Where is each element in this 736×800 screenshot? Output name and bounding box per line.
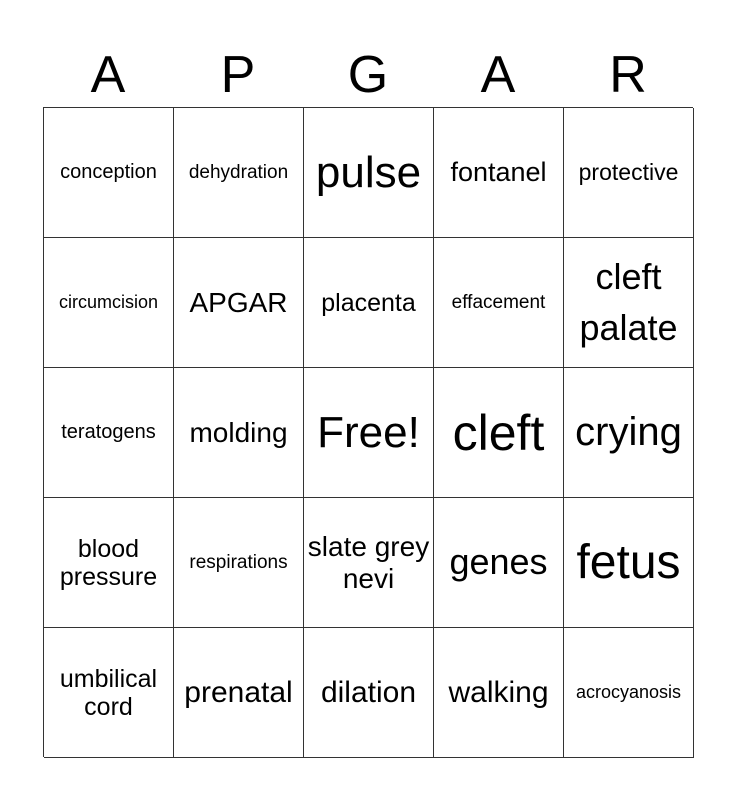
bingo-cell[interactable]: molding: [174, 368, 304, 498]
free-space-cell[interactable]: Free!: [304, 368, 434, 498]
bingo-cell[interactable]: prenatal: [174, 628, 304, 758]
bingo-cell[interactable]: fontanel: [434, 108, 564, 238]
bingo-header: [43, 42, 693, 108]
header-letter-g: G: [347, 46, 389, 104]
header-letter-r: R: [609, 46, 647, 104]
bingo-cell[interactable]: effacement: [434, 238, 564, 368]
bingo-cell[interactable]: walking: [434, 628, 564, 758]
bingo-cell[interactable]: APGAR: [174, 238, 304, 368]
bingo-cell[interactable]: crying: [564, 368, 694, 498]
bingo-cell[interactable]: genes: [434, 498, 564, 628]
bingo-cell[interactable]: blood pressure: [44, 498, 174, 628]
bingo-cell[interactable]: conception: [44, 108, 174, 238]
header-letter-a-2: A: [480, 46, 516, 104]
bingo-cell[interactable]: dehydration: [174, 108, 304, 238]
bingo-cell[interactable]: fetus: [564, 498, 694, 628]
bingo-cell[interactable]: teratogens: [44, 368, 174, 498]
bingo-cell[interactable]: dilation: [304, 628, 434, 758]
bingo-cell[interactable]: cleft palate: [564, 238, 694, 368]
bingo-cell[interactable]: placenta: [304, 238, 434, 368]
header-letter-a: A: [90, 46, 126, 104]
bingo-cell[interactable]: acrocyanosis: [564, 628, 694, 758]
bingo-board: [43, 107, 693, 757]
header-letter-p: P: [220, 46, 256, 104]
bingo-cell[interactable]: respirations: [174, 498, 304, 628]
bingo-cell[interactable]: umbilical cord: [44, 628, 174, 758]
bingo-cell[interactable]: slate grey nevi: [304, 498, 434, 628]
bingo-cell[interactable]: protective: [564, 108, 694, 238]
bingo-cell[interactable]: cleft: [434, 368, 564, 498]
bingo-cell[interactable]: circumcision: [44, 238, 174, 368]
bingo-cell[interactable]: pulse: [304, 108, 434, 238]
